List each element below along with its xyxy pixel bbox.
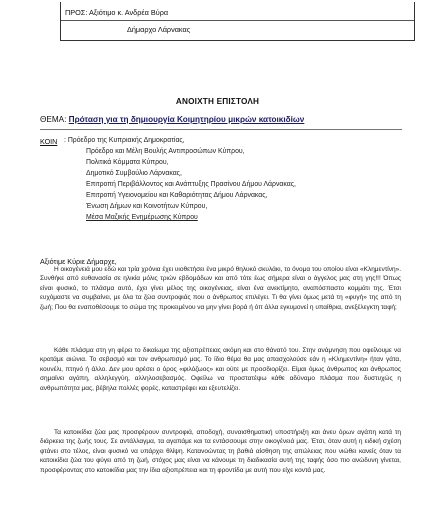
subject-label: ΘΕΜΑ: <box>40 115 69 124</box>
subject-line <box>40 115 304 124</box>
letter-title: ΑΝΟΙΧΤΗ ΕΠΙΣΤΟΛΗ <box>175 97 260 106</box>
recipient-item: Πολιτικά Κόμματα Κύπρου, <box>86 159 169 166</box>
recipient-item: Πρόεδρο και Μέλη Βουλής Αντιπροσώπων Κύπρου, <box>86 148 245 155</box>
body-paragraph: Τα κατοικίδια ζώα μας προσφέρουν συντροφιά, αποδοχή, συναισθηματική υποστήριξη και άνευ όρων αγάπη κατά τη διάρκεια της ζωής τους. Σε αντάλλαγμα, τα αγαπάμε και τα εντάσσουμε στην οικογένειά μας. Έτσι, όταν αυτή η ειδική σχέση φτάνει στο τέλος, είναι φυσικό να υπάρχει θλίψη. Κατανοώντας τη βαθιά αίσθηση της απώλειας που νιώθει κανείς όταν τα κατοικίδια ζώα του φύγει από τη ζωή, στόχος μας είναι να κάνουμε τη διαδικασία αυτή της ταφής όσο πιο ανώδυνη γίνεται, προσφέροντας στο κατοικίδια μας την ίδια αξιοπρέπεια και τη φροντίδα με αυτή που είχε κοντά μας. <box>40 429 401 474</box>
address-line-2: Δήμαρχο Λάρνακας <box>127 25 191 34</box>
recipient-item: Επιτροπή Υγειονομείου και Καθαριότητας Δήμου Λάρνακας, <box>86 192 268 199</box>
greeting: Αξιότιμε Κύριε Δήμαρχε, <box>40 257 117 266</box>
recipient-item: Μέσα Μαζικής Ενημέρωσης Κύπρου <box>86 214 198 221</box>
address-box <box>60 2 415 41</box>
recipient-item: Δημοτικό Συμβούλιο Λάρνακας, <box>86 170 182 177</box>
recipient-item: Επιτροπή Περιβάλλοντος και Ανάπτυξης Πρασίνου Δήμου Λάρνακας, <box>86 181 296 188</box>
body-paragraph: Η οικογένειά μου εδώ και τρία χρόνια έχει υιοθετήσει ένα μικρό θηλυκό σκυλάκι, το όνομα του οποίου είναι «Κλημεντίνη». Συνθήκε από ευθανασία σε ηλικία μόλις τριών εβδομάδων και από τότε έως σήμερα είναι ο άγγελος μας στη γης!!! Όπως είναι φυσικό, το πλάσμα αυτό, έχει γίνει μέλος της οικογένειας, είναι ένα ανεκτίμητο, αναπόσπαστο κομμάτι της. Έτσι ευχόμαστε να συμβαίνει, με όλα τα ζώα συντροφιάς που ο άνθρωπος επιλέγει. Τι θα γίνει όμως μετά τη «φυγή» της από τη ζωή; Που θα εναποθέσουμε το σώμα της προκειμένου να μην γίνει βορά ή όπ άλλα εγκυμονεί η υπαίθρια, ανεξέλεγκτη ταφή; <box>40 266 401 311</box>
subject-divider <box>40 129 402 130</box>
body-paragraph: Κάθε πλάσμα στη γη φέρει το δικαίωμα της αξιοπρέπειας ακόμη και στο θάνατό του. Στην ανάμνηση που οφείλουμε να κρατάμε αιώνια. Το σεβασμό και τον ανθρωπισμό μας. Το ίδιο θέμα θα μας απασχολούσε εάν η «Κλημεντίνη» ήταν γάτα, κουνέλι, πτηνό ή άλλο. Δεν μου αρέσει ο όρος «φιλόζωος» και ούτε με προσδιορίζει. Είμαι όμως άνθρωπος και άνθρωπος σημαίνει αγάπη, αλληλεγγύη, αλληλοσεβασμός. Οφείλω να προστατέψω κάθε αδύναμο πλάσμα που δυστυχώς η ανθρωπότητα μας, βέβηλα πολλές φορές, καταστρέφει και εξευτελίζει. <box>40 347 401 392</box>
recipient-item: Ένωση Δήμων και Κοινοτήτων Κύπρου, <box>86 203 208 210</box>
recipient-item: : Πρόεδρο της Κυπριακής Δημοκρατίας, <box>64 137 185 144</box>
koin-label: ΚΟΙΝ <box>40 137 58 146</box>
subject-text: Πρόταση για τη δημιουργία Κοιμητηρίου μικρών κατοικιδίων <box>68 115 305 124</box>
address-divider <box>61 20 414 21</box>
address-line-1: ΠΡΟΣ: Αξιότιμο κ. Ανδρέα Βύρα <box>65 8 169 17</box>
